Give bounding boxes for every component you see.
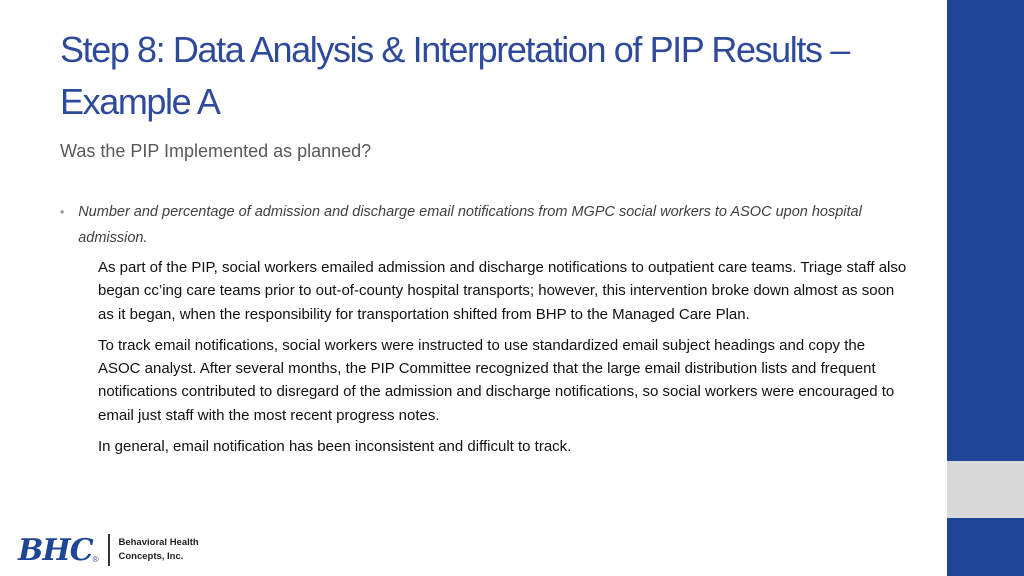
paragraph-3: In general, email notification has been inconsistent and difficult to track. xyxy=(98,438,572,456)
body-text xyxy=(98,256,908,466)
paragraph-2: To track email notifications, social workers were instructed to use standardized email subject headings and copy the ASOC analyst. After several months, the PIP Committee recognized that the large email distribution lists and frequent notifications contributed to disregard of the admission and discharge notifications, so social workers were encouraged to email just staff with the most recent progress notes. xyxy=(98,336,895,424)
right-accent-bar xyxy=(947,0,1024,576)
company-logo xyxy=(18,530,199,570)
logo-divider xyxy=(108,534,110,566)
accent-bar-gap xyxy=(947,461,1024,518)
slide-title: Step 8: Data Analysis & Interpretation of PIP Results – Example A xyxy=(60,29,849,122)
logo-mark: BHC xyxy=(18,532,93,568)
bullet-text: Number and percentage of admission and discharge email notifications from MGPC social workers to ASOC upon hospital admission. xyxy=(78,204,862,246)
logo-name-line-2: Concepts, Inc. xyxy=(118,551,184,562)
slide-subtitle: Was the PIP Implemented as planned? xyxy=(60,141,372,161)
paragraph-1: As part of the PIP, social workers emailed admission and discharge notifications to outpatient care teams. Triage staff also began cc’ing care teams prior to out-of-county hospital transports; however, this intervention broke down almost as soon as it began, when the responsibility for transportation shifted from BHP to the Managed Care Plan. xyxy=(98,259,907,323)
logo-name-line-1: Behavioral Health xyxy=(118,537,199,548)
bullet-item xyxy=(60,199,890,251)
logo-company-name xyxy=(118,536,198,564)
bullet-marker: • xyxy=(60,205,65,219)
registered-mark: ® xyxy=(92,555,99,564)
